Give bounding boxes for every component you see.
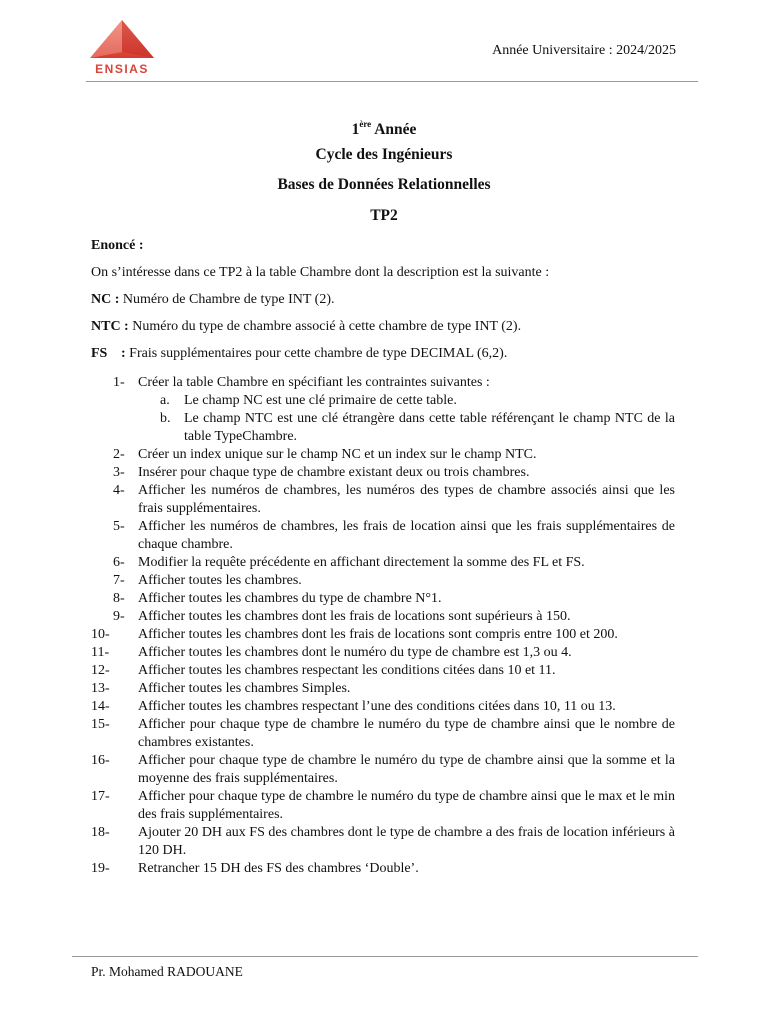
subtask-text: Le champ NC est une clé primaire de cette table. xyxy=(184,393,457,408)
list-item xyxy=(91,626,675,644)
list-item xyxy=(91,554,675,572)
list-item xyxy=(91,716,675,752)
year-word: Année xyxy=(374,121,417,138)
task-number: 5- xyxy=(113,519,125,534)
task-text: Afficher pour chaque type de chambre le numéro du type de chambre ainsi que la somme et la moyenne des frais supplémentaires. xyxy=(138,753,675,786)
header-divider xyxy=(86,81,698,82)
task-number: 1- xyxy=(113,375,125,390)
task-text: Afficher toutes les chambres Simples. xyxy=(138,681,351,696)
nc-text: Numéro de Chambre de type INT (2). xyxy=(119,292,335,307)
subtask-letter: a. xyxy=(160,393,170,408)
course-title: Bases de Données Relationnelles xyxy=(277,176,491,193)
task-number: 10- xyxy=(91,627,110,642)
fs-label: FS xyxy=(91,346,108,361)
task-number: 2- xyxy=(113,447,125,462)
document-body xyxy=(91,237,675,878)
task-number: 6- xyxy=(113,555,125,570)
task-number: 11- xyxy=(91,645,110,660)
task-text: Insérer pour chaque type de chambre existant deux ou trois chambres. xyxy=(138,465,530,480)
task-text: Afficher pour chaque type de chambre le numéro du type de chambre ainsi que le nombre de chambres existantes. xyxy=(138,717,675,750)
task-text: Ajouter 20 DH aux FS des chambres dont le type de chambre a des frais de location inférieurs à 120 DH. xyxy=(138,825,675,858)
logo-text: ENSIAS xyxy=(95,62,149,76)
list-item xyxy=(91,788,675,824)
task-text: Afficher les numéros de chambres, les frais de location ainsi que les frais supplémentaires de chaque chambre. xyxy=(138,519,675,552)
intro-paragraph: On s’intéresse dans ce TP2 à la table Chambre dont la description est la suivante : xyxy=(91,265,550,280)
task-number: 13- xyxy=(91,681,110,696)
footer-author: Pr. Mohamed RADOUANE xyxy=(91,964,243,979)
task-text: Afficher toutes les chambres respectant les conditions citées dans 10 et 11. xyxy=(138,663,556,678)
task-number: 19- xyxy=(91,861,110,876)
task-number: 18- xyxy=(91,825,110,840)
list-item xyxy=(91,374,675,446)
task-text: Afficher toutes les chambres dont les frais de locations sont supérieurs à 150. xyxy=(138,609,571,624)
task-text: Modifier la requête précédente en affichant directement la somme des FL et FS. xyxy=(138,555,585,570)
task-number: 16- xyxy=(91,753,110,768)
cycle-title: Cycle des Ingénieurs xyxy=(315,145,453,163)
task-number: 14- xyxy=(91,699,110,714)
ensias-triangle-icon xyxy=(86,18,158,62)
task-number: 4- xyxy=(113,483,125,498)
nc-definition xyxy=(91,291,675,309)
task-number: 8- xyxy=(113,591,125,606)
task-text: Afficher toutes les chambres dont les frais de locations sont compris entre 100 et 200. xyxy=(138,627,618,642)
subtask-letter: b. xyxy=(160,411,171,426)
task-number: 3- xyxy=(113,465,125,480)
fs-text: Frais supplémentaires pour cette chambre de type DECIMAL (6,2). xyxy=(125,346,508,361)
task-text: Afficher toutes les chambres respectant l’une des conditions citées dans 10, 11 ou 13. xyxy=(138,699,616,714)
task-text: Afficher pour chaque type de chambre le numéro du type de chambre ainsi que le max et le min des frais supplémentaires. xyxy=(138,789,675,822)
tp-title: TP2 xyxy=(370,206,398,224)
fs-colon: : xyxy=(121,346,126,361)
footer-divider xyxy=(72,956,698,957)
year-number: 1 xyxy=(351,121,360,138)
ntc-definition xyxy=(91,318,675,336)
task-text: Retrancher 15 DH des FS des chambres ‘Double’. xyxy=(138,861,419,876)
task-text: Afficher toutes les chambres. xyxy=(138,573,302,588)
list-item xyxy=(138,410,675,446)
ensias-logo xyxy=(86,18,158,76)
list-item xyxy=(91,752,675,788)
list-item xyxy=(91,518,675,554)
list-item xyxy=(91,860,675,878)
title-block xyxy=(0,113,768,235)
list-item xyxy=(91,644,675,662)
list-item xyxy=(91,824,675,860)
year-title xyxy=(0,113,768,144)
task-text: Afficher toutes les chambres du type de chambre N°1. xyxy=(138,591,442,606)
year-superscript: ère xyxy=(359,119,372,129)
enonce-heading: Enoncé : xyxy=(91,238,144,253)
list-item xyxy=(91,446,675,464)
task-text: Créer la table Chambre en spécifiant les contraintes suivantes : xyxy=(138,375,490,390)
task-number: 9- xyxy=(113,609,125,624)
ntc-label: NTC : xyxy=(91,319,129,334)
task-list xyxy=(91,374,675,878)
subtask-text: Le champ NTC est une clé étrangère dans cette table référençant le champ NTC de la table TypeChambre. xyxy=(184,411,675,444)
list-item xyxy=(91,608,675,626)
list-item xyxy=(91,464,675,482)
list-item xyxy=(91,680,675,698)
task-number: 15- xyxy=(91,717,110,732)
task-text: Afficher les numéros de chambres, les numéros des types de chambre associés ainsi que les frais supplémentaires. xyxy=(138,483,675,516)
subtask-list xyxy=(138,392,675,446)
task-text: Créer un index unique sur le champ NC et un index sur le champ NTC. xyxy=(138,447,537,462)
list-item xyxy=(91,482,675,518)
task-number: 12- xyxy=(91,663,110,678)
fs-definition xyxy=(91,345,675,363)
list-item xyxy=(91,662,675,680)
task-number: 7- xyxy=(113,573,125,588)
nc-label: NC : xyxy=(91,292,120,307)
task-text: Afficher toutes les chambres dont le numéro du type de chambre est 1,3 ou 4. xyxy=(138,645,572,660)
list-item xyxy=(91,590,675,608)
ntc-text: Numéro du type de chambre associé à cette chambre de type INT (2). xyxy=(128,319,522,334)
academic-year: Année Universitaire : 2024/2025 xyxy=(492,43,676,58)
list-item xyxy=(91,698,675,716)
list-item xyxy=(138,392,675,410)
list-item xyxy=(91,572,675,590)
task-number: 17- xyxy=(91,789,110,804)
